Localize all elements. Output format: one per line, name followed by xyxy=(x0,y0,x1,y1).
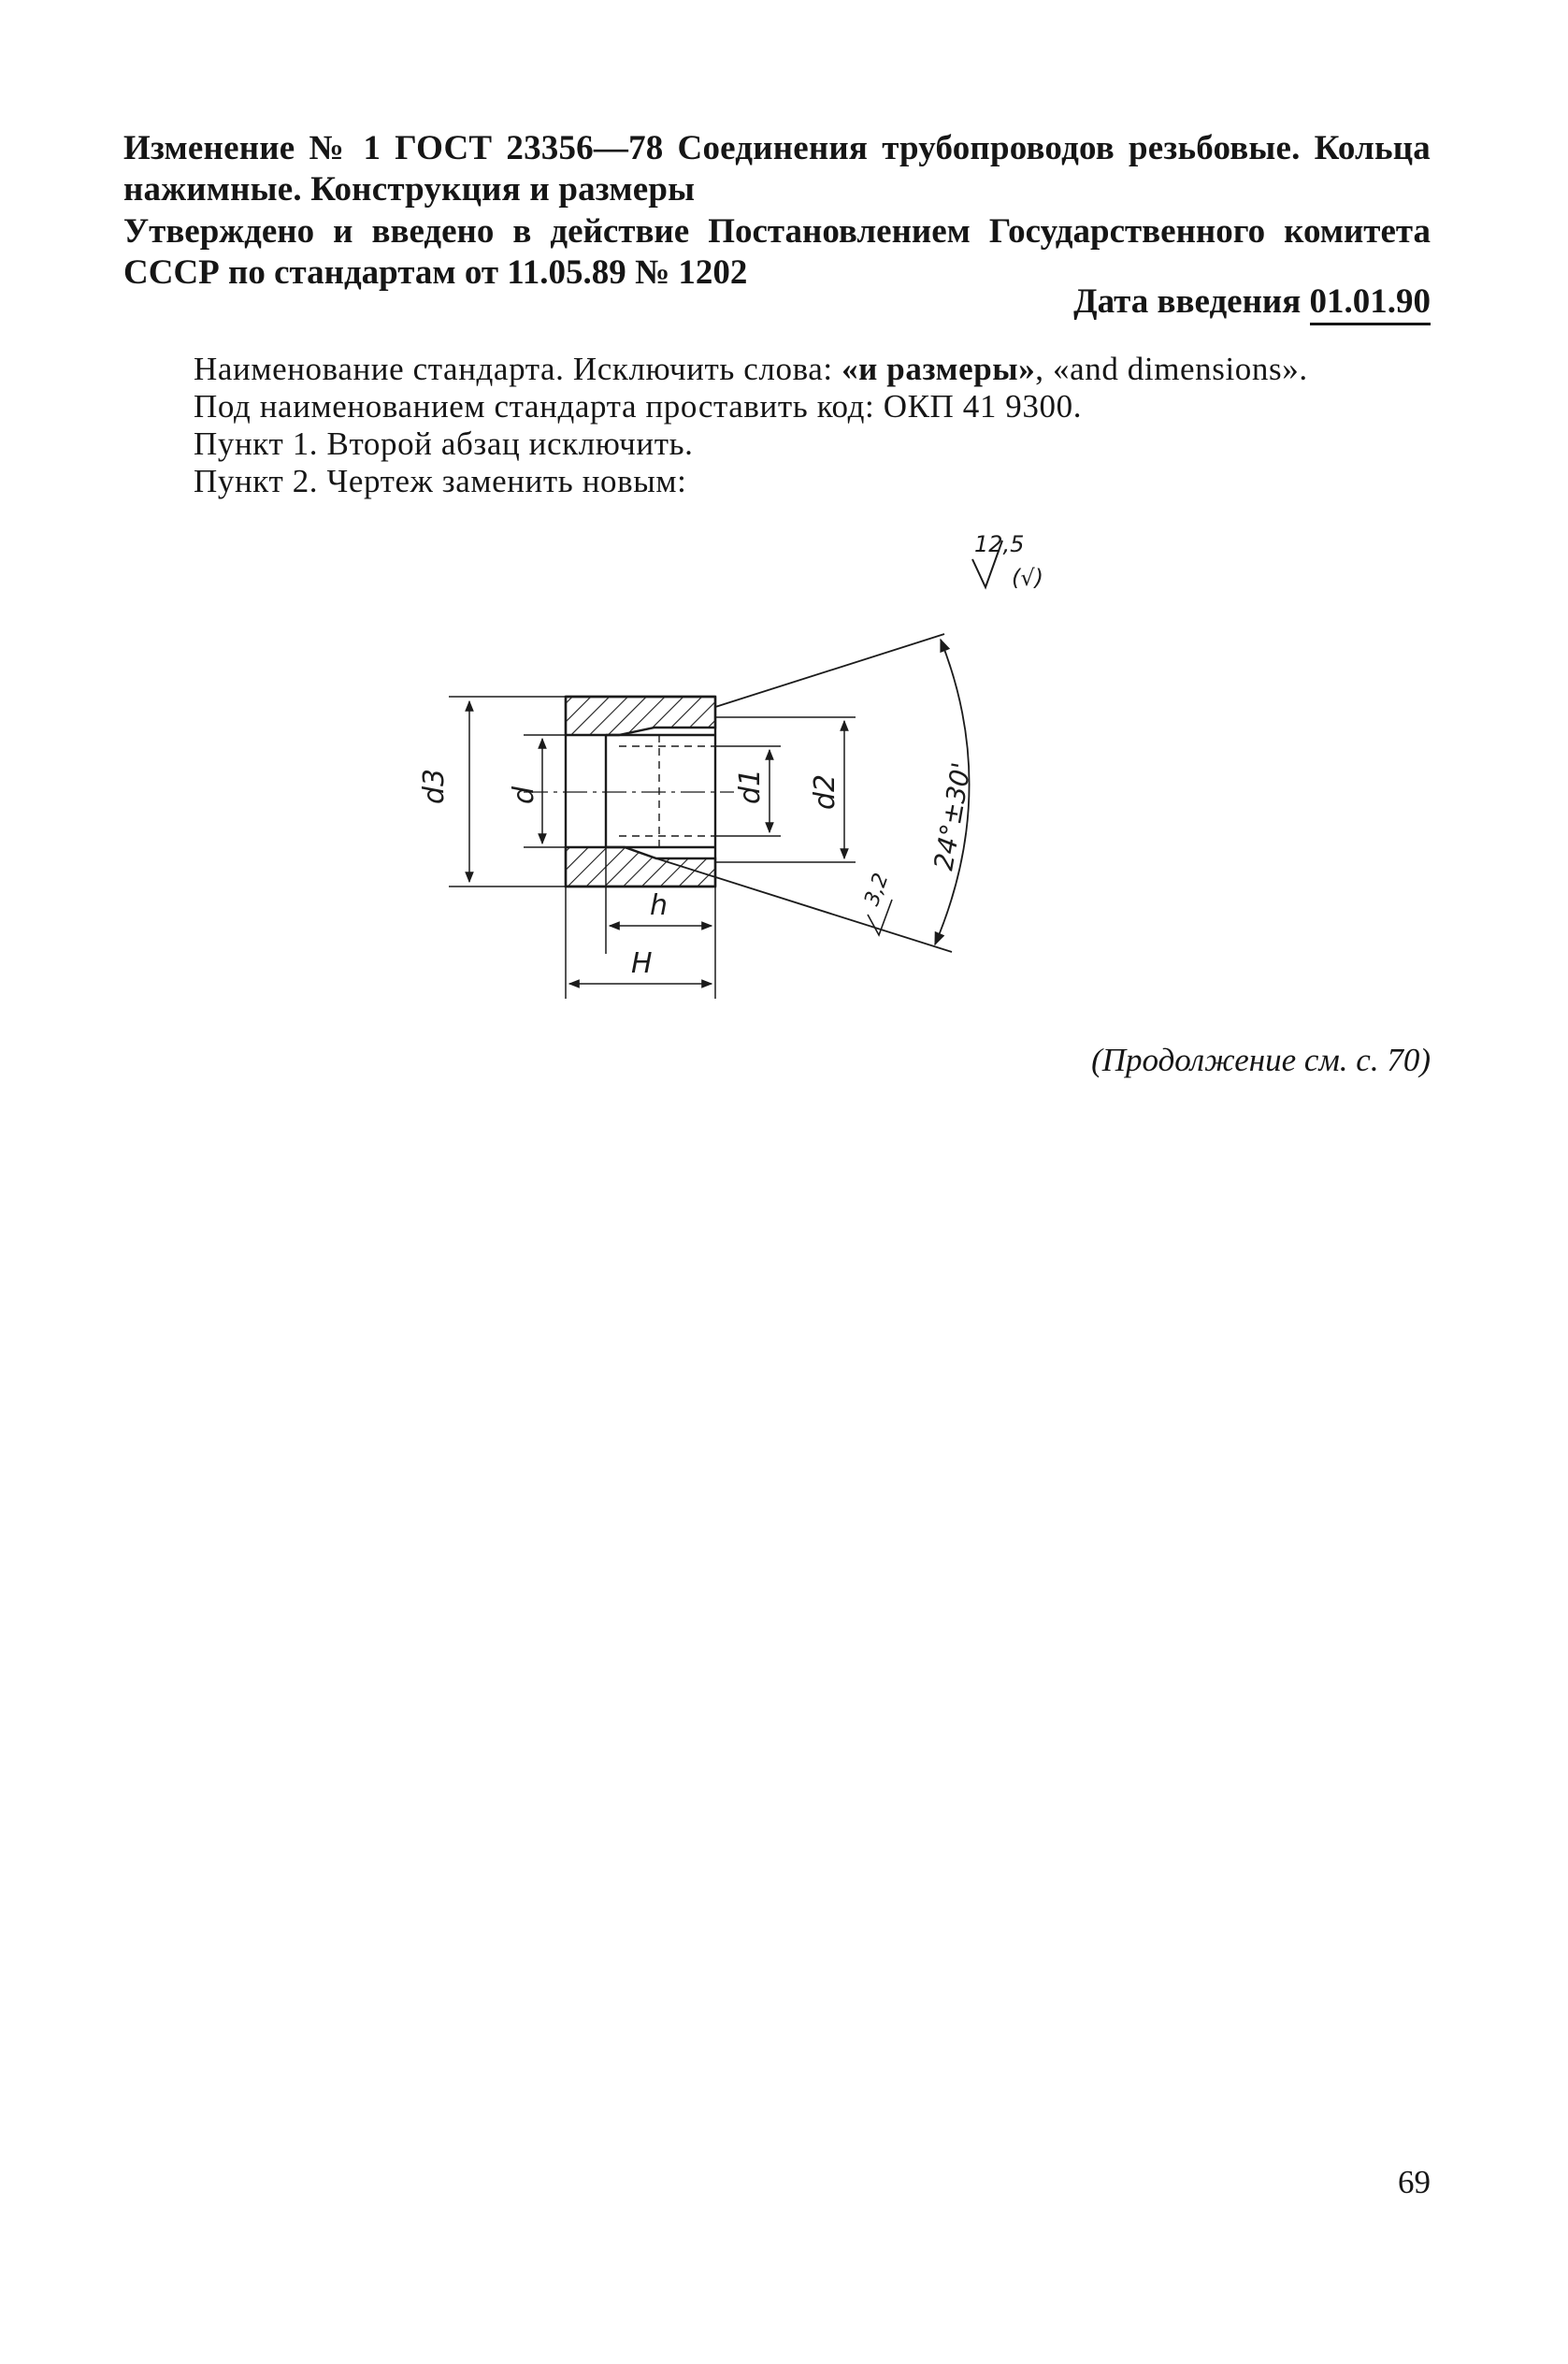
label-H: H xyxy=(631,947,653,980)
cone-line-lower xyxy=(656,858,952,952)
effective-date-label: Дата введения xyxy=(1073,282,1302,321)
label-d: d xyxy=(508,786,540,804)
page-number: 69 xyxy=(1398,2164,1431,2200)
amendment-line-title-suffix: , «and dimensions». xyxy=(1035,351,1308,387)
roughness-suffix: (√) xyxy=(1012,565,1044,591)
label-h: h xyxy=(650,889,669,922)
roughness-general-mark xyxy=(972,531,1043,591)
amendment-text xyxy=(194,351,1431,500)
effective-date xyxy=(1073,281,1431,323)
amendment-line-title xyxy=(194,351,1431,388)
approval-statement: Утверждено и введено в действие Постановлением Государственного комитета СССР по стандартам от 11.05.89 № 1202 xyxy=(123,212,1431,292)
amendment-line-title-prefix: Наименование стандарта. Исключить слова: xyxy=(194,351,842,387)
cone-line-upper xyxy=(715,634,944,707)
amendment-line-clause2: Пункт 2. Чертеж заменить новым: xyxy=(194,463,687,499)
label-d2: d2 xyxy=(809,773,842,810)
document-title: Изменение № 1 ГОСТ 23356—78 Соединения трубопроводов резьбовые. Кольца нажимные. Конструкция и размеры xyxy=(123,129,1431,209)
effective-date-value: 01.01.90 xyxy=(1310,282,1431,325)
amendment-line-title-bold: «и размеры» xyxy=(842,351,1036,387)
label-d1: d1 xyxy=(734,768,767,804)
technical-drawing xyxy=(411,524,1159,1029)
amendment-line-clause1: Пункт 1. Второй абзац исключить. xyxy=(194,425,694,462)
label-d3: d3 xyxy=(418,768,451,804)
amendment-line-code: Под наименованием стандарта проставить код: ОКП 41 9300. xyxy=(194,388,1083,425)
ring-section xyxy=(524,697,734,886)
label-roughness-32: 3,2 xyxy=(860,870,894,910)
roughness-value: 12,5 xyxy=(974,531,1025,557)
hatch-bottom xyxy=(566,847,715,886)
label-angle: 24°±30' xyxy=(928,759,978,873)
continuation-note: (Продолжение см. с. 70) xyxy=(1091,1042,1431,1078)
hatch-top xyxy=(566,697,715,735)
